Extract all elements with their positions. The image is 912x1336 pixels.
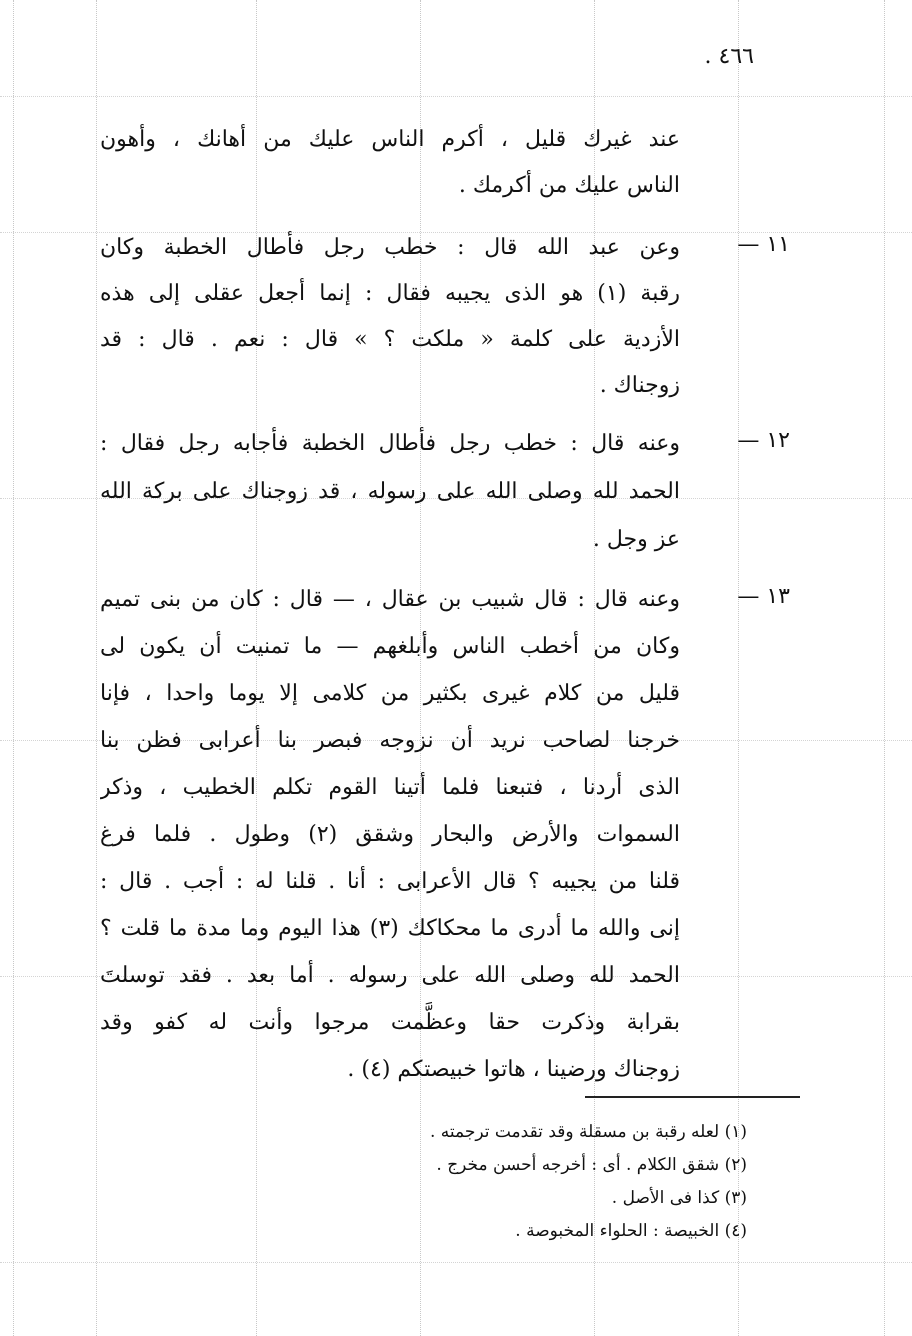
text-line: الحمد لله وصلى الله على رسوله ، قد زوجناك على بركة الله	[100, 479, 680, 504]
entry-number: ١٣ —	[737, 584, 790, 609]
text-line: رقبة (١) هو الذى يجيبه فقال : إنما أجعل عقلى إلى هذه	[100, 281, 680, 306]
scan-grid-line	[884, 0, 885, 1336]
text-line: عز وجل .	[592, 527, 680, 552]
text-line: الحمد لله وصلى الله على رسوله . أما بعد . فقد توسلتَ	[100, 963, 680, 988]
footnote-divider	[585, 1096, 800, 1098]
text-line: زوجناك ورضينا ، هاتوا خبيصتكم (٤) .	[347, 1057, 680, 1082]
footnote: (٤) الخبيصة : الحلواء المخبوصة .	[515, 1221, 747, 1241]
text-line: خرجنا لصاحب نريد أن نزوجه فبصر بنا أعرابى فظن بنا	[100, 728, 680, 753]
text-line: إنى والله ما أدرى ما محكاكك (٣) هذا اليوم وما مدة ما قلت ؟	[100, 916, 680, 941]
entry-number: ١٢ —	[737, 428, 790, 453]
text-line: الناس عليك من أكرمك .	[458, 173, 680, 198]
footnote: (٣) كذا فى الأصل .	[611, 1188, 747, 1208]
text-line: قلنا من يجيبه ؟ قال الأعرابى : أنا . قلنا له : أجب . قال :	[100, 869, 680, 894]
footnote: (٢) شقق الكلام . أى : أخرجه أحسن مخرج .	[436, 1155, 747, 1175]
text-line: وعن عبد الله قال : خطب رجل فأطال الخطبة وكان	[100, 235, 680, 260]
text-line: زوجناك .	[599, 373, 680, 398]
text-line: وعنه قال : خطب رجل فأطال الخطبة فأجابه رجل فقال :	[100, 431, 680, 456]
page-number: ٤٦٦ .	[704, 44, 754, 69]
entry-number: ١١ —	[737, 232, 790, 257]
text-line: بقرابة وذكرت حقا وعظَّمت مرجوا وأنت له كفو وقد	[100, 1010, 680, 1035]
text-line: السموات والأرض والبحار وشقق (٢) وطول . فلما فرغ	[100, 822, 680, 847]
text-line: الأزدية على كلمة « ملكت ؟ » قال : نعم . قال : قد	[100, 327, 680, 352]
footnote: (١) لعله رقبة بن مسقلة وقد تقدمت ترجمته .	[429, 1122, 747, 1142]
text-line: الذى أردنا ، فتبعنا فلما أتينا القوم تكلم الخطيب ، وذكر	[100, 775, 680, 800]
scan-grid-line	[0, 1262, 912, 1263]
text-line: قليل من كلام غيرى بكثير من كلامى إلا يوما واحدا ، فإنا	[100, 681, 680, 706]
text-line: عند غيرك قليل ، أكرم الناس عليك من أهانك ، وأهون	[100, 127, 680, 152]
text-line: وكان من أخطب الناس وأبلغهم — ما تمنيت أن يكون لى	[100, 634, 680, 659]
scan-grid-line	[96, 0, 97, 1336]
text-line: وعنه قال : قال شبيب بن عقال ، — قال : كان من بنى تميم	[100, 587, 680, 612]
scan-grid-line	[13, 0, 14, 1336]
scan-grid-line	[0, 96, 912, 97]
